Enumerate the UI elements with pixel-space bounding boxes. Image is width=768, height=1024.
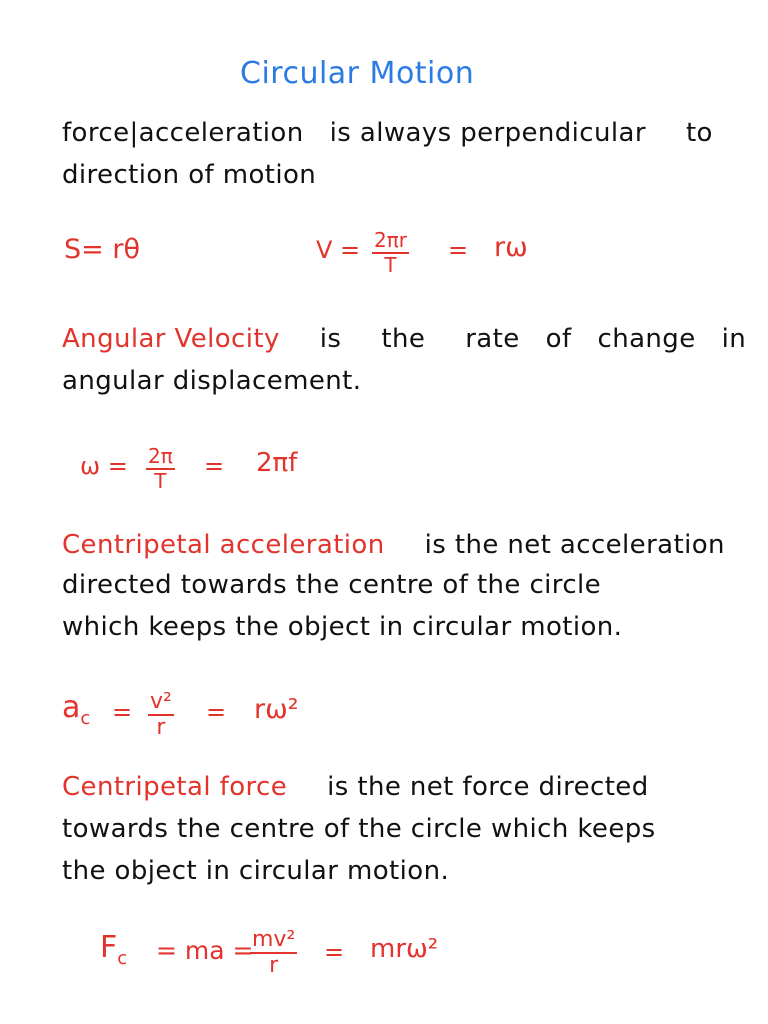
angular-velocity-line-2: angular displacement. <box>62 366 362 396</box>
ac-denominator: r <box>156 715 166 741</box>
arc-length-equation: S= rθ <box>64 234 140 265</box>
ca-rest: is the net acceleration <box>424 530 725 560</box>
fc-equals-ma: = ma = <box>156 936 254 965</box>
ac-symbol: a <box>62 690 81 725</box>
intro-line-1 <box>62 118 713 148</box>
fc-lhs <box>100 930 127 969</box>
omega-equals: = <box>204 452 225 480</box>
velocity-rhs: rω <box>494 232 528 263</box>
fc-subscript: c <box>117 948 128 969</box>
av-word-change: change <box>597 324 696 354</box>
intro-separator: | <box>129 118 139 148</box>
omega-rhs: 2πf <box>256 448 298 478</box>
fc-denominator: r <box>269 953 279 979</box>
av-word-of: of <box>545 324 572 354</box>
fc-equals-2: = <box>324 938 345 966</box>
velocity-equals: = <box>448 236 469 264</box>
fc-numerator: mv² <box>250 928 297 954</box>
velocity-fraction <box>372 230 409 276</box>
intro-phrase: is always perpendicular <box>329 118 646 148</box>
ac-lhs <box>62 690 90 729</box>
velocity-numerator: 2πr <box>374 228 407 252</box>
fc-rhs: mrω² <box>370 934 439 964</box>
ac-numerator: v² <box>148 690 174 716</box>
ac-equals-2: = <box>206 698 227 726</box>
av-word-is: is <box>319 324 342 354</box>
velocity-lhs: V = <box>316 236 361 264</box>
page-title: Circular Motion <box>240 56 475 91</box>
omega-denominator: T <box>154 469 167 493</box>
centripetal-force-line-1 <box>62 772 649 802</box>
omega-numerator: 2π <box>148 444 173 468</box>
av-word-in: in <box>721 324 747 354</box>
centripetal-force-line-2: towards the centre of the circle which keeps <box>62 814 656 844</box>
av-word-the: the <box>381 324 426 354</box>
centripetal-acceleration-line-2: directed towards the centre of the circle <box>62 570 602 600</box>
centripetal-force-line-3: the object in circular motion. <box>62 856 450 886</box>
centripetal-force-term: Centripetal force <box>62 772 288 802</box>
angular-velocity-term: Angular Velocity <box>62 324 280 354</box>
omega-fraction <box>146 446 175 492</box>
ac-equals-1: = <box>112 698 133 726</box>
centripetal-acceleration-line-1 <box>62 530 725 560</box>
fc-symbol: F <box>100 930 118 965</box>
centripetal-acceleration-term: Centripetal acceleration <box>62 530 385 560</box>
omega-lhs: ω = <box>80 452 128 480</box>
ac-rhs: rω² <box>254 694 299 725</box>
ac-subscript: c <box>80 708 91 729</box>
centripetal-acceleration-line-3: which keeps the object in circular motion. <box>62 612 623 642</box>
angular-velocity-line-1 <box>62 324 746 354</box>
av-word-rate: rate <box>465 324 520 354</box>
cf-rest: is the net force directed <box>327 772 649 802</box>
intro-word-acceleration: acceleration <box>138 118 304 148</box>
ac-fraction <box>148 690 174 740</box>
intro-line-2: direction of motion <box>62 160 317 190</box>
fc-fraction <box>250 928 297 978</box>
intro-word-force: force <box>62 118 130 148</box>
velocity-denominator: T <box>384 253 397 277</box>
intro-word-to: to <box>685 118 713 148</box>
